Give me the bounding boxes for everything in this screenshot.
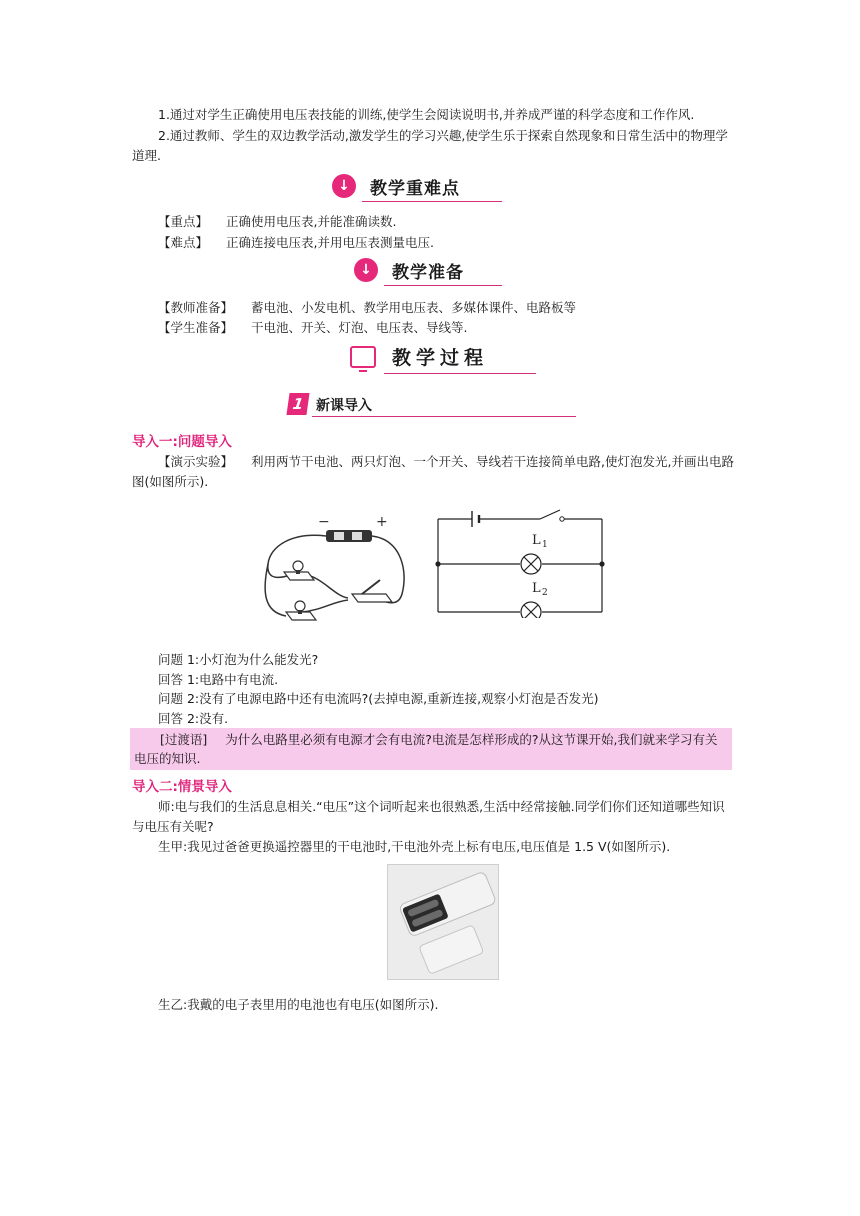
intro1-title: 导入一:问题导入 [132, 434, 232, 450]
transition-text: 为什么电路里必须有电源才会有电流?电流是怎样形成的?从这节课开始,我们就来学习有关电压的知识. [134, 732, 718, 766]
lamp-symbol-icon [521, 602, 541, 618]
key-points-title: 教学重难点 [370, 179, 460, 199]
question-2: 问题 2:没有了电源电路中还有电流吗?(去掉电源,重新连接,观察小灯泡是否发光) [158, 691, 599, 706]
battery-pack-icon [326, 530, 372, 542]
down-arrow-icon: ↓ [332, 174, 356, 198]
new-lesson-heading [288, 393, 576, 417]
physical-circuit-illustration [262, 512, 412, 632]
down-arrow-icon: ↓ [354, 258, 378, 282]
goal-item-1: 1.通过对学生正确使用电压表技能的训练,使学生会阅读说明书,并养成严谨的科学态度和工作作风. [158, 107, 695, 122]
heading-underline [384, 373, 536, 374]
section-number-badge: 1 [286, 393, 309, 415]
difficulty-text: 正确连接电压表,并用电压表测量电压. [226, 235, 434, 250]
difficulty-tag: 【难点】 [158, 235, 209, 250]
goal-item-2: 2.通过教师、学生的双边教学活动,激发学生的学习兴趣,使学生乐于探索自然现象和日常生活中的物理学道理. [132, 128, 728, 163]
process-title: 教学过程 [392, 347, 489, 369]
bulb-holder-icon [284, 561, 314, 580]
demo-text: 利用两节干电池、两只灯泡、一个开关、导线若干连接简单电路,使灯泡发光,并画出电路图(如图所示). [132, 454, 734, 489]
demo-paragraph [132, 452, 734, 492]
transition-note [130, 728, 732, 770]
battery-plus-label: + [376, 514, 388, 530]
student-prep-tag: 【学生准备】 [158, 320, 234, 335]
lamp-symbol-icon [521, 554, 541, 574]
question-1: 问题 1:小灯泡为什么能发光? [158, 652, 319, 667]
heading-underline [362, 201, 502, 202]
difficulty-line [158, 234, 434, 252]
remote-control-icon [388, 865, 498, 979]
switch-lever [540, 510, 560, 519]
wire [372, 536, 404, 603]
answer-1: 回答 1:电路中有电流. [158, 672, 279, 687]
teacher-prep-text: 蓄电池、小发电机、教学用电压表、多媒体课件、电路板等 [251, 300, 577, 315]
student-a-dialogue: 生甲:我见过爸爸更换遥控器里的干电池时,干电池外壳上标有电压,电压值是 1.5 V(如图所示). [158, 839, 671, 854]
teacher-dialogue: 师:电与我们的生活息息相关.“电压”这个词听起来也很熟悉,生活中经常接触.同学们你们还知道哪些知识与电压有关呢? [132, 799, 725, 834]
heading-underline [384, 285, 502, 286]
focus-tag: 【重点】 [158, 214, 209, 229]
circuit-schematic [432, 506, 608, 618]
teacher-prep-line [158, 299, 576, 317]
wire [302, 600, 348, 612]
lamp1-label: L [532, 533, 541, 548]
teacher-prep-tag: 【教师准备】 [158, 300, 234, 315]
lamp2-subscript: 2 [542, 588, 548, 598]
junction-dot [599, 561, 604, 566]
junction-dot [435, 561, 440, 566]
student-prep-text: 干电池、开关、灯泡、电压表、导线等. [251, 320, 468, 335]
remote-battery-photo [387, 864, 499, 980]
lamp1-subscript: 1 [542, 540, 548, 550]
preparation-title: 教学准备 [392, 263, 464, 283]
demo-tag: 【演示实验】 [158, 454, 234, 469]
section-title: 新课导入 [316, 398, 372, 414]
student-prep-line [158, 319, 468, 337]
focus-text: 正确使用电压表,并能准确读数. [226, 214, 397, 229]
answer-2: 回答 2:没有. [158, 711, 229, 726]
intro2-title: 导入二:情景导入 [132, 779, 232, 795]
lamp2-label: L [532, 581, 541, 596]
battery-minus-label: − [318, 514, 330, 530]
focus-line [158, 213, 396, 231]
preparation-heading [354, 256, 502, 286]
switch-icon [352, 580, 392, 602]
heading-underline [312, 416, 576, 417]
monitor-icon [350, 346, 376, 368]
student-b-dialogue: 生乙:我戴的电子表里用的电池也有电压(如图所示). [158, 997, 439, 1012]
key-points-heading [332, 172, 502, 202]
process-heading [344, 340, 536, 374]
transition-tag: [过渡语] [160, 732, 208, 747]
